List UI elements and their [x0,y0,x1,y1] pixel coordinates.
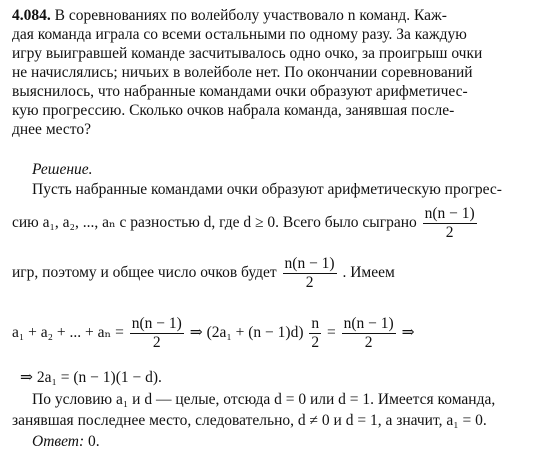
points-fraction-numerator: n(n − 1) [284,255,335,272]
problem-line-6: кую прогрессию. Сколько очков набрала команда, занявшая после- [12,102,455,119]
problem-number: 4.084. [12,7,51,24]
equation-2: ⇒ 2a₁ = (n − 1)(1 − d). [20,369,162,386]
problem-line-1 [12,6,447,25]
equation-1-fraction-b-num: n [311,315,320,332]
equation-1-fraction-a-num: n(n − 1) [131,315,182,332]
equation-1-fraction-b-den: 2 [311,334,320,351]
problem-text-1: В соревнованиях по волейболу участвовало n команд. Каж- [54,7,447,24]
solution-line-3-end: . Имеем [342,264,395,282]
equation-1-fraction-c-den: 2 [364,334,373,351]
solution-line-2-text: сию a₁, a₂, ..., aₙ с разностью d, где d ≥ 0. Всего было сыграно [12,214,417,232]
equation-1-equals: = [326,324,336,342]
equation-1-fraction-a-den: 2 [152,334,161,351]
problem-line-7: днее место? [12,121,91,138]
games-fraction-denominator: 2 [445,224,454,241]
equation-1-arrow: ⇒ [401,324,415,342]
games-fraction-numerator: n(n − 1) [424,205,475,222]
problem-line-3: игру выигравшей команде засчитывалось одно очко, за проигрыш очки [12,45,483,62]
equation-1-fraction-b [309,315,321,352]
answer-label: Ответ: [32,433,85,450]
solution-line-5: занявшая последнее место, следовательно, d ≠ 0 и d = 1, а значит, a₁ = 0. [12,412,487,429]
solution-line-2 [12,205,479,242]
solution-line-1: Пусть набранные командами очки образуют арифметическую прогрес- [32,181,502,198]
solution-line-3 [12,255,395,292]
problem-line-4: не начислялись; ничьих в волейболе нет. По окончании соревнований [12,64,473,81]
answer-value: 0. [88,433,100,450]
problem-line-2: дая команда играла со всеми остальными по одному разу. За каждую [12,26,467,43]
problem-line-5: выяснилось, что набранные командами очки образуют арифметичес- [12,83,468,100]
equation-1-mid: ⇒ (2a₁ + (n − 1)d) [189,324,304,342]
equation-1-fraction-c [342,315,396,352]
equation-1 [12,315,415,352]
solution-heading: Решение. [32,161,93,178]
points-fraction [283,255,337,292]
equation-1-fraction-c-num: n(n − 1) [343,315,394,332]
games-fraction [423,205,477,242]
points-fraction-denominator: 2 [305,274,314,291]
equation-1-fraction-a [130,315,184,352]
solution-line-3-text: игр, поэтому и общее число очков будет [12,264,277,282]
answer-line [32,432,100,451]
solution-line-4: По условию a₁ и d — целые, отсюда d = 0 или d = 1. Имеется команда, [32,391,496,408]
equation-1-left: a₁ + a₂ + ... + aₙ = [12,324,124,342]
